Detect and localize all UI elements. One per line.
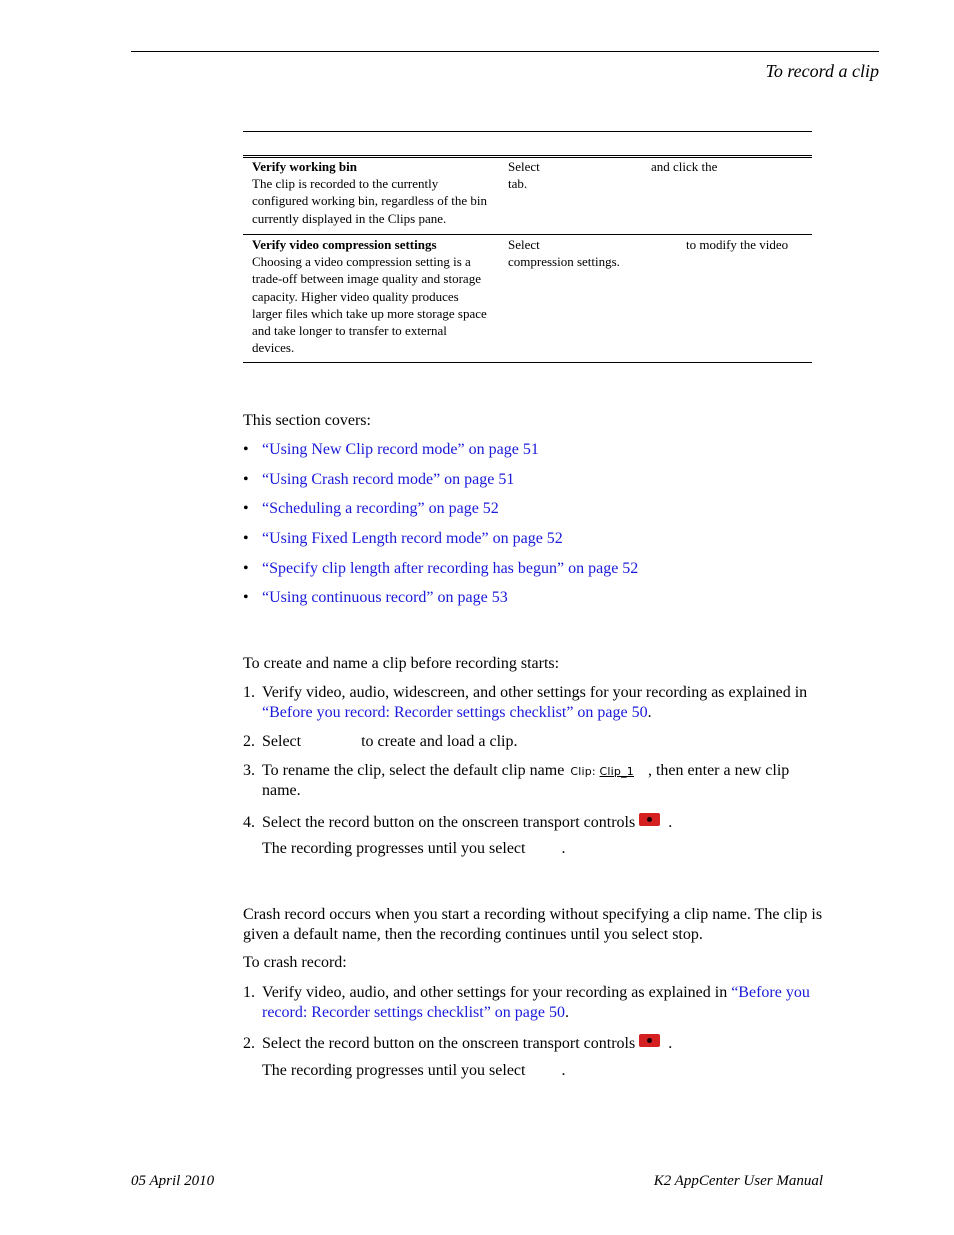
link-crash-mode[interactable]: “Using Crash record mode” on page 51 xyxy=(262,471,515,488)
link-recorder-checklist-2[interactable]: “Before you record: Recorder settings checklist” on page 50 xyxy=(262,984,810,1021)
table-row-1-action-c: tab. xyxy=(508,176,528,191)
list-item[interactable]: • “Using continuous record” on page 53 xyxy=(243,589,508,606)
footer-manual-title: K2 AppCenter User Manual xyxy=(653,1173,823,1189)
clip-name-field[interactable]: Clip: Clip_1 xyxy=(570,764,634,778)
link-specify-length[interactable]: “Specify clip length after recording has begun” on page 52 xyxy=(262,560,639,577)
table-bottom-rule xyxy=(243,362,812,363)
new-clip-progress: The recording progresses until you select . xyxy=(262,840,566,857)
table-top-rule xyxy=(243,131,812,132)
table-row-2-text: Choosing a video compression setting is a trade-off between image quality and storage capacity. Higher video quality produces larger files which take up more storage space and take longer to transfer to external devices. xyxy=(252,254,487,356)
new-clip-step-3: 3. To rename the clip, select the default clip name Clip: Clip_1 , then enter a new clip name. xyxy=(243,762,790,800)
new-clip-step-2: 2. Select to create and load a clip. xyxy=(243,733,518,750)
list-item[interactable]: • “Specify clip length after recording has begun” on page 52 xyxy=(243,560,639,577)
table-header-rule-1 xyxy=(243,155,812,156)
table-row-2-action-a: Select xyxy=(508,237,540,252)
page-header-title: To record a clip xyxy=(765,61,879,81)
table-row-2-action-c: compression settings. xyxy=(508,254,620,269)
table-row-divider xyxy=(243,234,812,235)
new-clip-intro: To create and name a clip before recording starts: xyxy=(243,655,560,672)
section-covers-text: This section covers: xyxy=(243,412,371,429)
table-row-2-description xyxy=(252,236,492,356)
table-row-2-action-b: to modify the video xyxy=(686,237,789,252)
header-rule xyxy=(131,51,879,52)
crash-step-2: 2. Select the record button on the onscreen transport controls . xyxy=(243,1035,673,1052)
crash-step-1: 1. Verify video, audio, and other settings for your recording as explained in “Before you record: Recorder settings checklist” on page 50. xyxy=(243,984,810,1021)
link-recorder-checklist[interactable]: “Before you record: Recorder settings checklist” on page 50 xyxy=(262,703,648,721)
crash-progress: The recording progresses until you select . xyxy=(262,1062,566,1079)
list-item[interactable]: • “Using New Clip record mode” on page 51 xyxy=(243,441,539,458)
footer-date: 05 April 2010 xyxy=(131,1173,215,1189)
crash-intro: Crash record occurs when you start a recording without specifying a clip name. The clip is given a default name, then the recording continues until you select stop. xyxy=(243,906,823,943)
table-row-1-description xyxy=(252,158,492,227)
table-row-1-text: The clip is recorded to the currently configured working bin, regardless of the bin currently displayed in the Clips pane. xyxy=(252,176,488,226)
list-item[interactable]: • “Using Crash record mode” on page 51 xyxy=(243,471,515,488)
link-continuous[interactable]: “Using continuous record” on page 53 xyxy=(262,589,508,606)
table-row-1-action-a: Select xyxy=(508,159,540,174)
table-row-2-heading: Verify video compression settings xyxy=(252,237,437,252)
link-scheduling[interactable]: “Scheduling a recording” on page 52 xyxy=(262,500,499,517)
new-clip-step-1: 1. Verify video, audio, widescreen, and other settings for your recording as explained in “Before you record: Recorder settings checklist” on page 50. xyxy=(243,684,808,721)
new-clip-step-4: 4. Select the record button on the onscreen transport controls . xyxy=(243,814,673,831)
table-row-1-heading: Verify working bin xyxy=(252,159,357,174)
link-new-clip-mode[interactable]: “Using New Clip record mode” on page 51 xyxy=(262,441,539,458)
crash-lead: To crash record: xyxy=(243,954,347,971)
record-button-icon[interactable] xyxy=(639,1034,660,1047)
table-row-1-action-b: and click the xyxy=(651,159,718,174)
list-item[interactable]: • “Using Fixed Length record mode” on page 52 xyxy=(243,530,563,547)
list-item[interactable]: • “Scheduling a recording” on page 52 xyxy=(243,500,499,517)
link-fixed-length[interactable]: “Using Fixed Length record mode” on page 52 xyxy=(262,530,563,547)
record-button-icon[interactable] xyxy=(639,813,660,826)
